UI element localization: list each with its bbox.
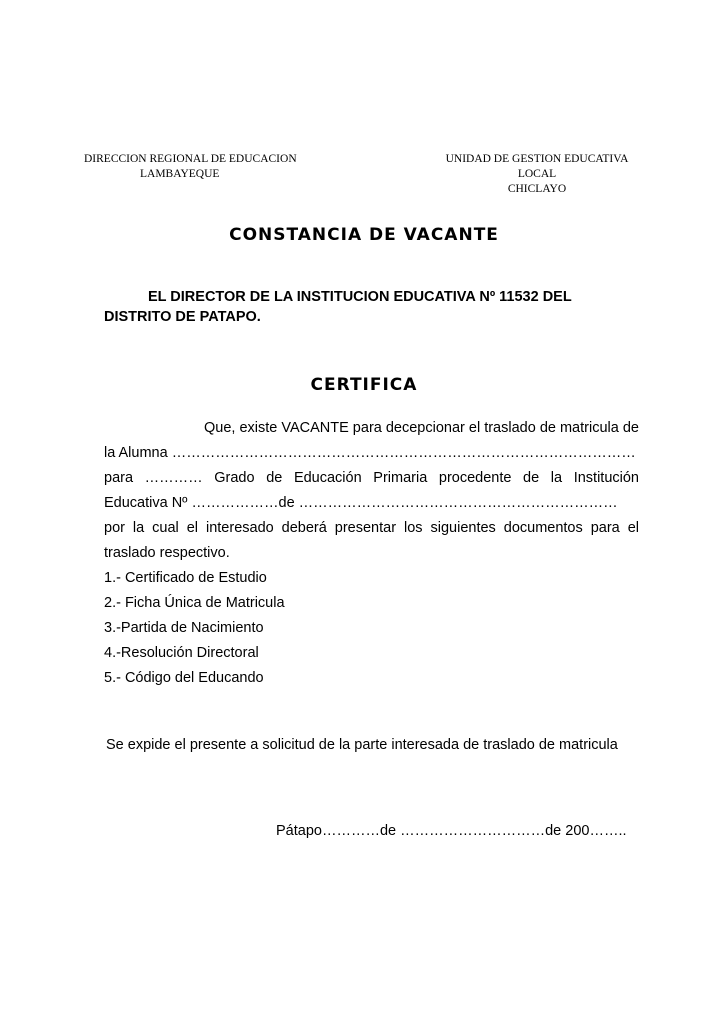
body-line: por la cual el interesado deberá presentar los siguientes documentos para el (104, 520, 639, 536)
header-right (428, 152, 646, 197)
document-list-item: 1.- Certificado de Estudio (104, 570, 267, 586)
date-line: Pátapo…………de …………………………de 200…….. (276, 823, 627, 839)
certifica-heading: CERTIFICA (310, 375, 418, 395)
document-title: CONSTANCIA DE VACANTE (229, 225, 499, 245)
director-line1: EL DIRECTOR DE LA INSTITUCION EDUCATIVA Nº 11532 DEL (148, 289, 572, 305)
body-line: Educativa Nº ………………de ………………………………………………………… (104, 495, 618, 511)
document-list-item: 2.- Ficha Única de Matricula (104, 595, 285, 611)
document-list-item: 3.-Partida de Nacimiento (104, 620, 264, 636)
director-statement (104, 287, 634, 327)
body-line: para ………… Grado de Educación Primaria procedente de la Institución (104, 470, 639, 486)
header-left (84, 152, 324, 182)
header-right-line2: CHICLAYO (507, 183, 567, 195)
header-right-line1: UNIDAD DE GESTION EDUCATIVA LOCAL (445, 153, 629, 180)
body-line: traslado respectivo. (104, 545, 230, 561)
body-line: Que, existe VACANTE para decepcionar el traslado de matricula de (204, 420, 639, 436)
document-list-item: 5.- Código del Educando (104, 670, 264, 686)
director-line2: DISTRITO DE PATAPO. (104, 309, 261, 325)
certificate-body (104, 416, 639, 691)
document-list-item: 4.-Resolución Directoral (104, 645, 259, 661)
header-left-line2: LAMBAYEQUE (140, 168, 220, 180)
header-left-line1: DIRECCION REGIONAL DE EDUCACION (84, 153, 297, 165)
closing-statement: Se expide el presente a solicitud de la parte interesada de traslado de matricula (106, 737, 618, 753)
body-line: la Alumna …………………………………………………………………………………… (104, 445, 636, 461)
